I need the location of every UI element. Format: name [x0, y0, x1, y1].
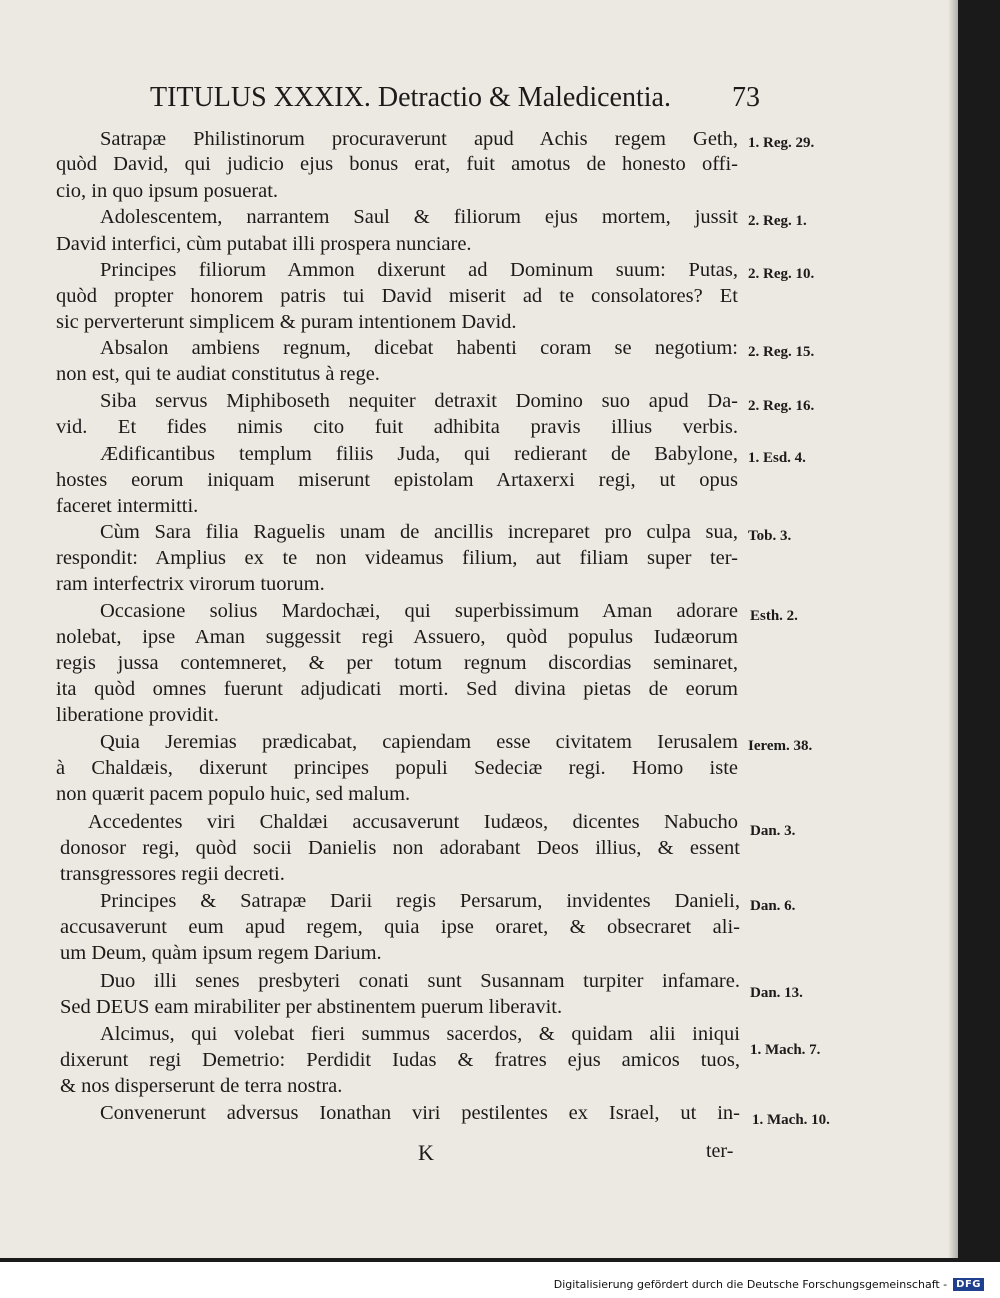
page-number: 73 — [732, 82, 760, 113]
text-line: ita quòd omnes fuerunt adjudicati morti. Sed divina pietas de eorum — [56, 678, 738, 700]
margin-reference: Dan. 13. — [750, 985, 803, 1001]
text-line: Convenerunt adversus Ionathan viri pestilentes ex Israel, ut in- — [100, 1102, 740, 1124]
text-line: quòd David, qui judicio ejus bonus erat, fuit amotus de honesto offi- — [56, 153, 738, 175]
footer-text: Digitalisierung gefördert durch die Deutsche Forschungsgemeinschaft - — [553, 1278, 948, 1291]
margin-reference: 2. Reg. 1. — [748, 213, 807, 229]
text-line: Cùm Sara filia Raguelis unam de ancillis increparet pro culpa sua, — [100, 521, 738, 543]
running-header — [150, 82, 760, 114]
text-line: Quia Jeremias prædicabat, capiendam esse civitatem Ierusalem — [100, 731, 738, 753]
margin-reference: Esth. 2. — [750, 608, 798, 624]
text-line: Siba servus Miphiboseth nequiter detraxit Domino suo apud Da- — [100, 390, 738, 412]
text-line: Absalon ambiens regnum, dicebat habenti coram se negotium: — [100, 337, 738, 359]
dfg-logo-icon: DFG — [953, 1278, 984, 1291]
margin-reference: 1. Mach. 7. — [750, 1042, 821, 1058]
header-title: TITULUS XXXIX. Detractio & Maledicentia. — [150, 82, 671, 113]
margin-reference: 1. Reg. 29. — [748, 135, 815, 151]
text-line: Satrapæ Philistinorum procuraverunt apud Achis regem Geth, — [100, 128, 738, 150]
text-line: Sed DEUS eam mirabiliter per abstinentem puerum liberavit. — [60, 996, 563, 1018]
margin-reference: 1. Mach. 10. — [752, 1112, 830, 1128]
text-line: hostes eorum iniquam miserunt epistolam Artaxerxi regi, ut opus — [56, 469, 738, 491]
margin-reference: Dan. 6. — [750, 898, 796, 914]
signature-mark: K — [418, 1140, 434, 1165]
margin-reference: 2. Reg. 10. — [748, 266, 815, 282]
margin-reference: Tob. 3. — [748, 528, 792, 544]
text-line: nolebat, ipse Aman suggessit regi Assuero, quòd populus Iudæorum — [56, 626, 738, 648]
catchword: ter- — [706, 1140, 734, 1162]
text-line: Duo illi senes presbyteri conati sunt Susannam turpiter infamare. — [100, 970, 740, 992]
text-line: liberatione providit. — [56, 704, 219, 726]
text-line: Principes filiorum Ammon dixerunt ad Dominum suum: Putas, — [100, 259, 738, 281]
text-line: transgressores regii decreti. — [60, 863, 285, 885]
text-line: regis jussa contemneret, & per totum regnum discordias seminaret, — [56, 652, 738, 674]
margin-reference: 2. Reg. 16. — [748, 398, 815, 414]
margin-reference: Ierem. 38. — [748, 738, 813, 754]
text-line: non quærit pacem populo huic, sed malum. — [56, 783, 411, 805]
footer — [550, 1276, 988, 1293]
text-line: quòd propter honorem patris tui David miserit ad te consolatores? Et — [56, 285, 738, 307]
text-line: & nos disperserunt de terra nostra. — [60, 1075, 343, 1097]
text-line: non est, qui te audiat constitutus à rege. — [56, 363, 380, 385]
margin-reference: Dan. 3. — [750, 823, 796, 839]
text-line: respondit: Amplius ex te non videamus filium, aut filiam super ter- — [56, 547, 738, 569]
text-line: cio, in quo ipsum posuerat. — [56, 180, 279, 202]
text-line: Adolescentem, narrantem Saul & filiorum ejus mortem, jussit — [100, 206, 738, 228]
text-line: sic perverterunt simplicem & puram intentionem David. — [56, 311, 517, 333]
text-line: à Chaldæis, dixerunt principes populi Sedeciæ regi. Homo iste — [56, 757, 738, 779]
text-line: um Deum, quàm ipsum regem Darium. — [60, 942, 382, 964]
text-line: Occasione solius Mardochæi, qui superbissimum Aman adorare — [100, 600, 738, 622]
text-line: donosor regi, quòd socii Danielis non adorabant Deos illius, & essent — [60, 837, 740, 859]
text-line: David interfici, cùm putabat illi prospera nunciare. — [56, 233, 472, 255]
text-line: Alcimus, qui volebat fieri summus sacerdos, & quidam alii iniqui — [100, 1023, 740, 1045]
text-line: Principes & Satrapæ Darii regis Persarum, invidentes Danieli, — [100, 890, 740, 912]
text-line: vid. Et fides nimis cito fuit adhibita pravis illius verbis. — [56, 416, 738, 438]
text-line: accusaverunt eum apud regem, quia ipse oraret, & obsecraret ali- — [60, 916, 740, 938]
text-line: faceret intermitti. — [56, 495, 199, 517]
margin-reference: 2. Reg. 15. — [748, 344, 815, 360]
margin-reference: 1. Esd. 4. — [748, 450, 806, 466]
text-line: ram interfectrix virorum tuorum. — [56, 573, 325, 595]
text-line: Accedentes viri Chaldæi accusaverunt Iudæos, dicentes Nabucho — [88, 811, 738, 833]
text-line: Ædificantibus templum filiis Juda, qui redierant de Babylone, — [100, 443, 738, 465]
text-line: dixerunt regi Demetrio: Perdidit Iudas & fratres ejus amicos tuos, — [60, 1049, 740, 1071]
